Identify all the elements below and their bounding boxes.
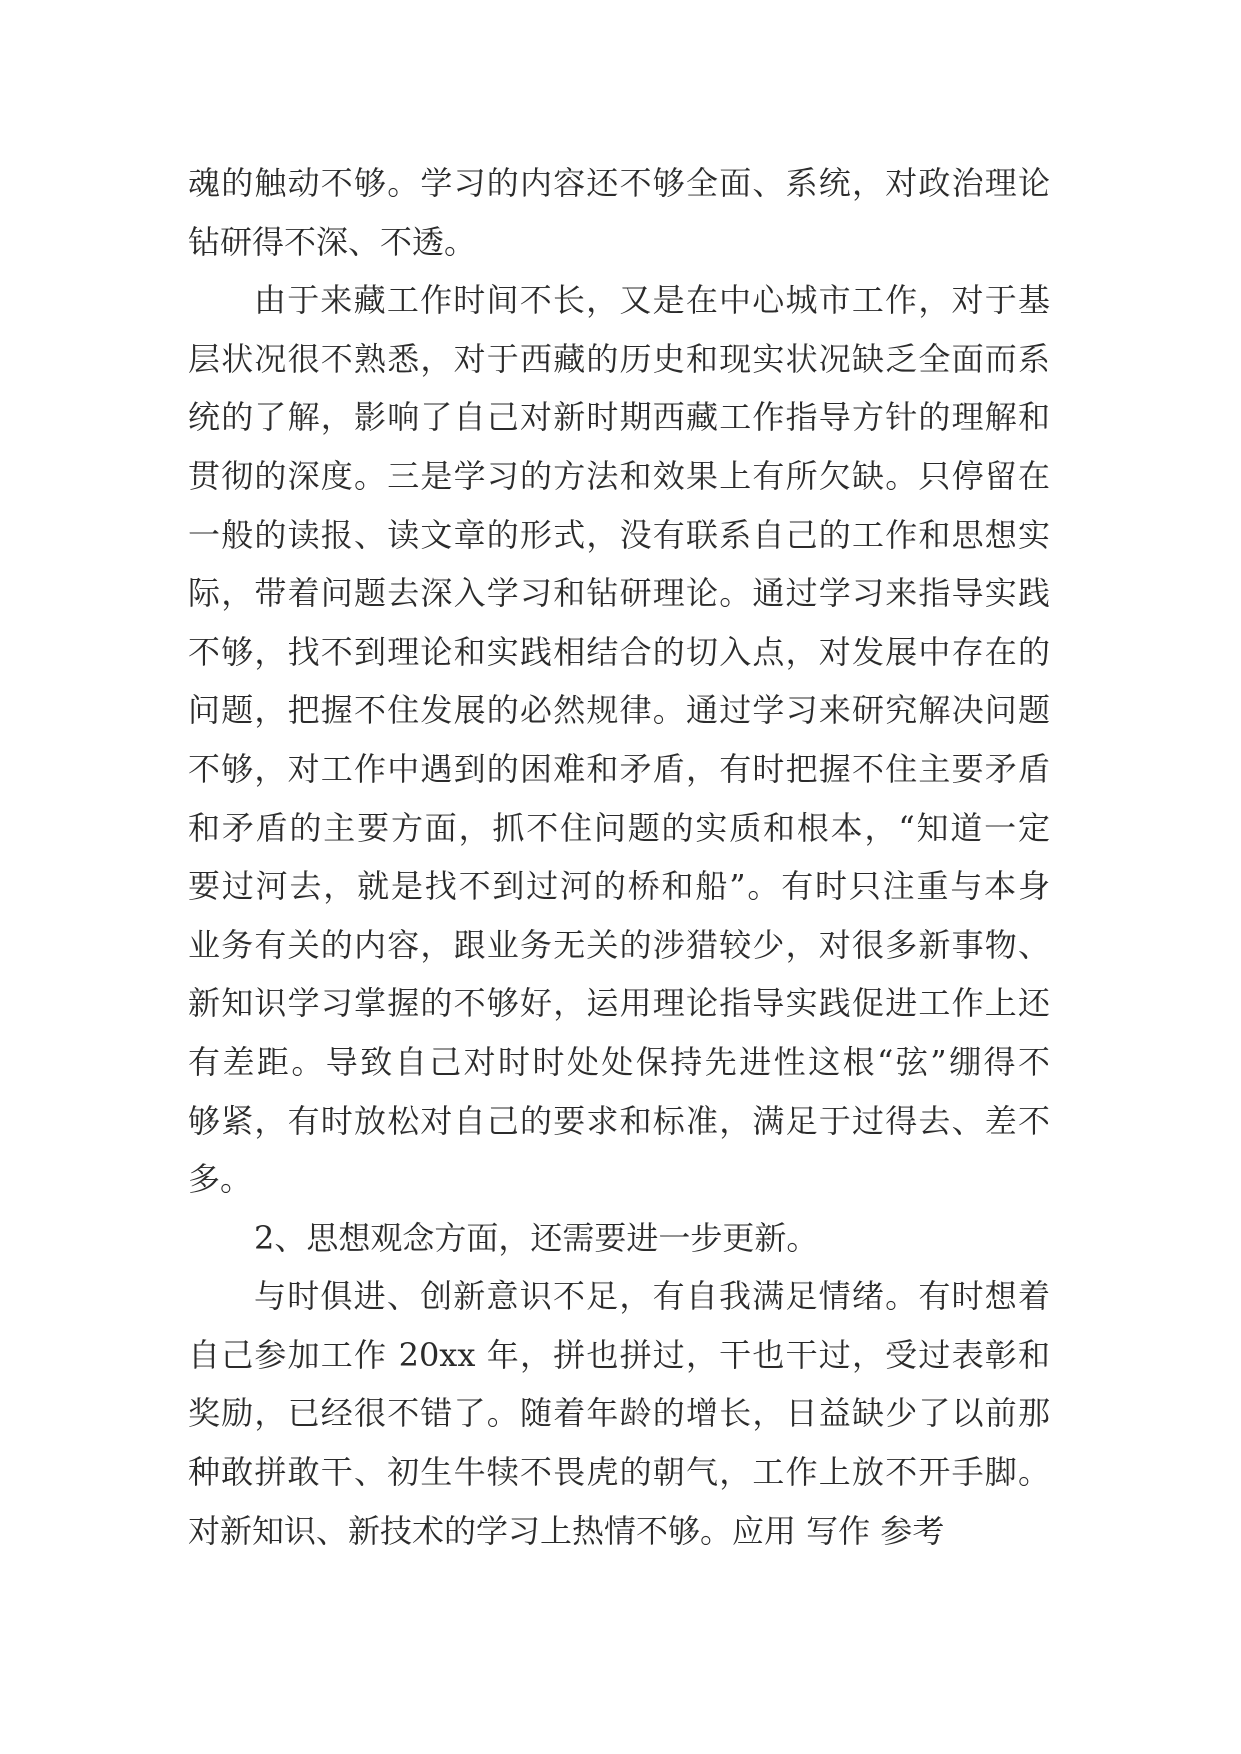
text-line: 不够，找不到理论和实践相结合的切入点，对发展中存在的 <box>188 632 1050 671</box>
text-line: 由于来藏工作时间不长，又是在中心城市工作，对于基 <box>254 281 1050 320</box>
text-line: 种敢拼敢干、初生牛犊不畏虎的朝气，工作上放不开手脚。 <box>188 1453 1050 1492</box>
text-line: 不够，对工作中遇到的困难和矛盾，有时把握不住主要矛盾 <box>188 749 1050 788</box>
text-line: 问题，把握不住发展的必然规律。通过学习来研究解决问题 <box>188 691 1050 730</box>
text-line: 与时俱进、创新意识不足，有自我满足情绪。有时想着 <box>254 1277 1050 1316</box>
text-line: 业务有关的内容，跟业务无关的涉猎较少，对很多新事物、 <box>188 925 1050 964</box>
text-line: 贯彻的深度。三是学习的方法和效果上有所欠缺。只停留在 <box>188 456 1050 495</box>
text-line: 对新知识、新技术的学习上热情不够。应用 写作 参考 <box>188 1511 945 1550</box>
text-line: 新知识学习掌握的不够好，运用理论指导实践促进工作上还 <box>188 984 1050 1023</box>
text-line: 钻研得不深、不透。 <box>188 222 477 261</box>
text-line: 魂的触动不够。学习的内容还不够全面、系统，对政治理论 <box>188 164 1050 202</box>
text-line: 和矛盾的主要方面，抓不住问题的实质和根本，“知道一定 <box>188 808 1050 847</box>
text-line: 际，带着问题去深入学习和钻研理论。通过学习来指导实践 <box>188 574 1050 613</box>
text-line: 奖励，已经很不错了。随着年龄的增长，日益缺少了以前那 <box>188 1394 1050 1433</box>
text-line: 有差距。导致自己对时时处处保持先进性这根“弦”绷得不 <box>188 1042 1050 1081</box>
text-line: 层状况很不熟悉，对于西藏的历史和现实状况缺乏全面而系 <box>188 339 1050 378</box>
document-body <box>188 154 1050 1560</box>
text-line: 要过河去，就是找不到过河的桥和船”。有时只注重与本身 <box>188 867 1050 906</box>
paragraph <box>188 1267 1050 1560</box>
text-line: 一般的读报、读文章的形式，没有联系自己的工作和思想实 <box>188 515 1050 554</box>
paragraph <box>188 1209 1050 1268</box>
paragraph <box>188 271 1050 1209</box>
text-line: 统的了解，影响了自己对新时期西藏工作指导方针的理解和 <box>188 398 1050 437</box>
paragraph <box>188 154 1050 271</box>
text-line: 2、思想观念方面，还需要进一步更新。 <box>254 1218 819 1257</box>
text-line: 自己参加工作 20xx 年，拼也拼过，干也干过，受过表彰和 <box>188 1335 1050 1374</box>
text-line: 多。 <box>188 1160 253 1199</box>
text-line: 够紧，有时放松对自己的要求和标准，满足于过得去、差不 <box>188 1101 1050 1140</box>
